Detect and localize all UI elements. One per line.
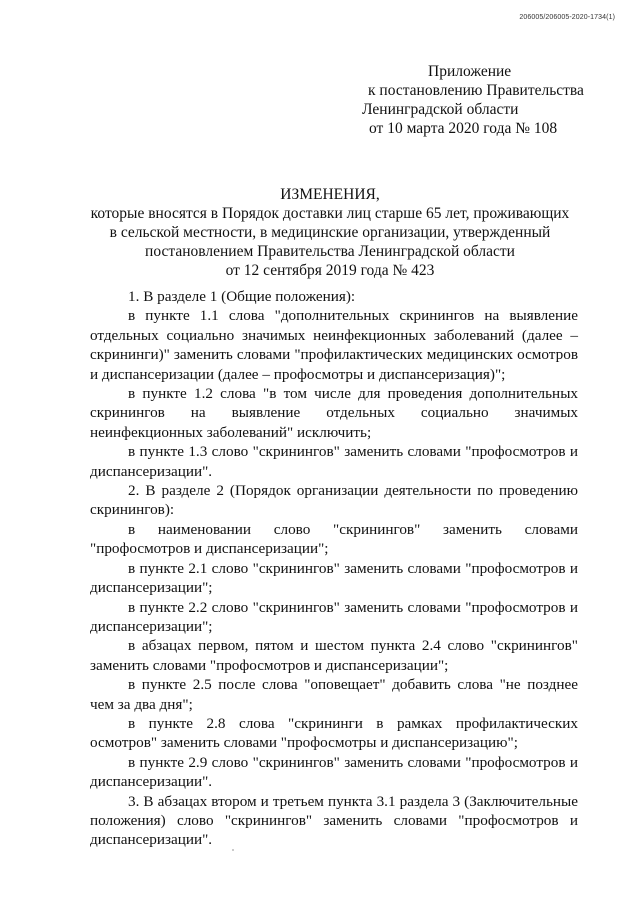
title-heading: ИЗМЕНЕНИЯ, — [280, 186, 380, 203]
title-line: от 12 сентября 2019 года № 423 — [225, 262, 435, 279]
document-body — [90, 287, 578, 850]
title-line: постановлением Правительства Ленинградской области — [145, 243, 515, 260]
paragraph: в пункте 1.1 слова "дополнительных скринингов на выявление отдельных социально значимых неинфекционных заболеваний (далее – скрининги)" заменить словами "профилактических медицинских осмотров и диспансеризации (далее – профосмотры и диспансеризация)"; — [90, 307, 578, 383]
title-line: в сельской местности, в медицинские организации, утвержденный — [109, 224, 551, 241]
paragraph: в наименовании слово "скринингов" заменить словами "профосмотров и диспансеризации"; — [90, 520, 578, 558]
paragraph: в абзацах первом, пятом и шестом пункта 2.4 слово "скринингов" заменить словами "профосмотров и диспансеризации"; — [90, 637, 578, 674]
appendix-line: Ленинградской области — [362, 101, 519, 118]
paragraph: в пункте 1.2 слова "в том числе для проведения дополнительных скринингов на выявление отдельных социально значимых неинфекционных заболеваний" исключить; — [90, 385, 578, 441]
appendix-header — [362, 62, 602, 138]
document-title — [70, 185, 590, 280]
paragraph: в пункте 2.9 слово "скринингов" заменить словами "профосмотров и диспансеризации". — [90, 753, 578, 791]
paragraph: 1. В разделе 1 (Общие положения): — [128, 288, 356, 305]
appendix-line: от 10 марта 2020 года № 108 — [369, 120, 558, 137]
paragraph: в пункте 1.3 слово "скринингов" заменить словами "профосмотров и диспансеризации". — [90, 443, 578, 480]
paragraph: 3. В абзацах втором и третьем пункта 3.1 раздела 3 (Заключительные положения) слово "скринингов" заменить словами "профосмотров и диспансеризации". — [90, 792, 578, 849]
appendix-line: Приложение — [428, 63, 512, 80]
document-id: 206005/206005-2020-1734(1) — [519, 14, 615, 21]
title-line: которые вносятся в Порядок доставки лиц старше 65 лет, проживающих — [90, 205, 570, 222]
paragraph: в пункте 2.8 слова "скрининги в рамках профилактических осмотров" заменить словами "профосмотры и диспансеризацию"; — [90, 714, 578, 752]
scan-speck — [232, 849, 234, 851]
paragraph: 2. В разделе 2 (Порядок организации деятельности по проведению скринингов): — [90, 482, 578, 519]
paragraph: в пункте 2.1 слово "скринингов" заменить словами "профосмотров и диспансеризации"; — [90, 559, 578, 597]
appendix-line: к постановлению Правительства — [368, 82, 584, 99]
paragraph: в пункте 2.5 после слова "оповещает" добавить слова "не позднее чем за два дня"; — [90, 676, 578, 713]
paragraph: в пункте 2.2 слово "скринингов" заменить словами "профосмотров и диспансеризации"; — [90, 598, 578, 635]
